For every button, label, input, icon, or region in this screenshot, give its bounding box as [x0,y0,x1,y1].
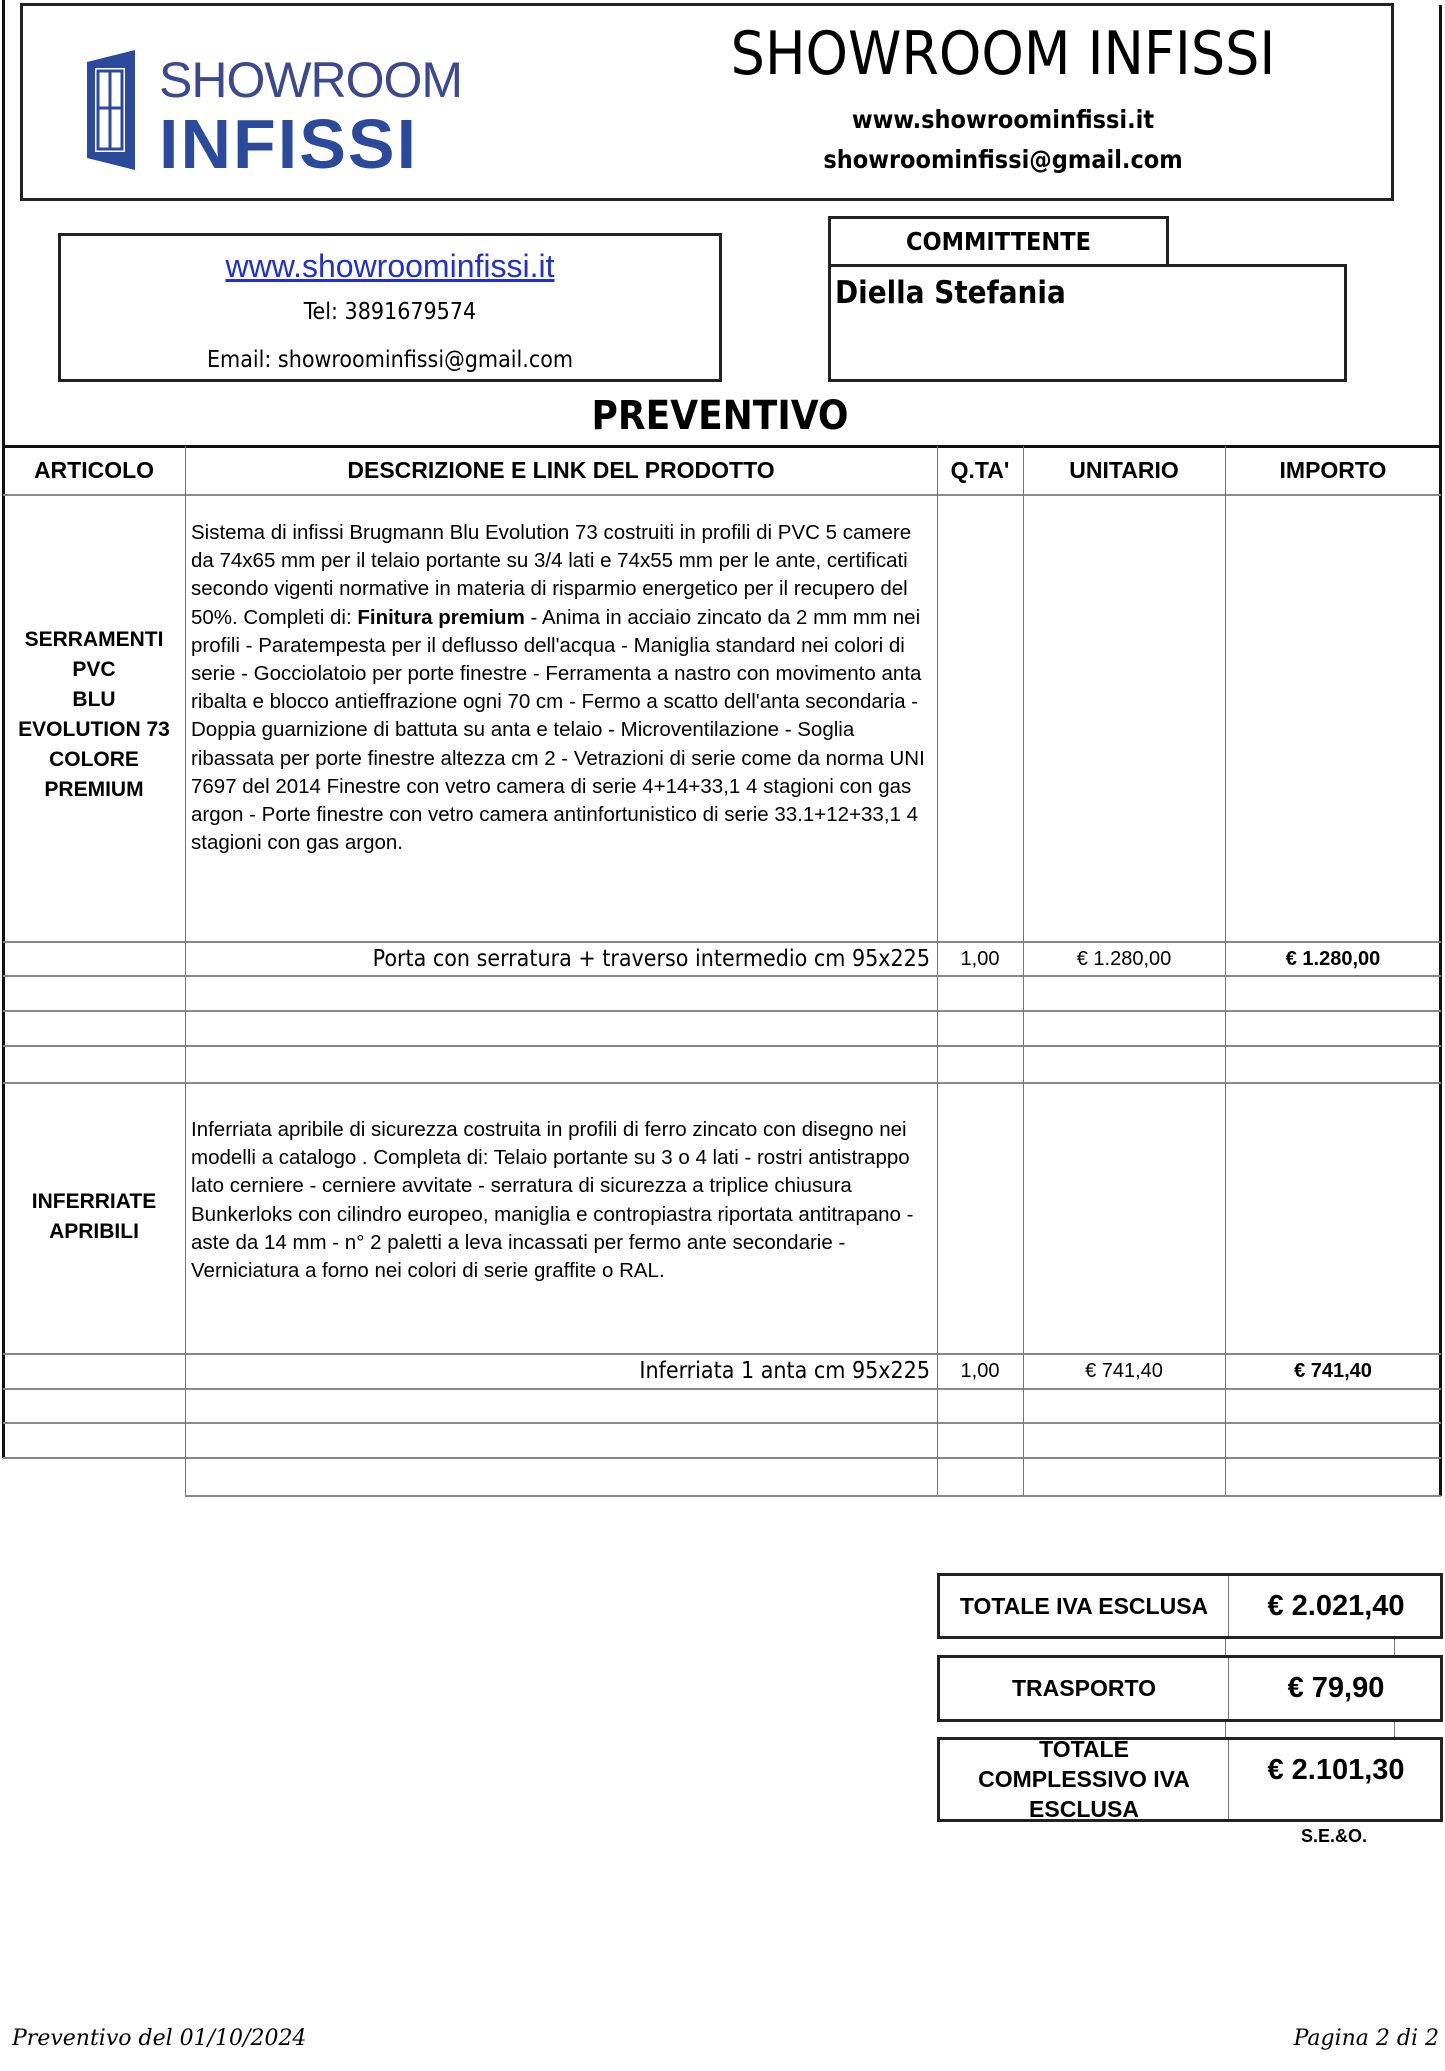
description-text: - Anima in acciaio zincato da 2 mm mm nei profili - Paratempesta per il deflusso dell'acqua - Maniglia standard nei colori di serie - Gocciolatoio per porte finestre - Ferramenta a nastro con movimento anta ribalta e blocco antieffrazione ogni 70 cm - Fermo a scatto dell'anta secondaria - Doppia guarnizione di battuta su anta e telaio - Microventilazione - Soglia ribassata per porte finestre altezza cm 2 - Vetrazioni di serie come da norma UNI 7697 del 2014 Finestre con vetro camera di serie 4+14+33,1 4 stagioni con gas argon - Porte finestre con vetro camera antinfortunistico di serie 33.1+12+33,1 4 stagioni con gas argon. [191,605,925,855]
transport-label: TRASPORTO [1012,1675,1156,1701]
line-qty: 1,00 [960,948,1000,970]
subtotal-label: TOTALE IVA ESCLUSA [959,1593,1209,1619]
footer-page-number: Pagina 2 di 2 [1293,2026,1439,2051]
separator-stub [1394,1722,1395,1737]
grand-total-label [940,1737,1228,1822]
line-description: Porta con serratura + traverso intermedio cm 95x225 [372,946,930,972]
col-header-unitario: UNITARIO [1069,457,1179,483]
company-header [20,3,1394,201]
committente-box [828,264,1347,382]
table-bottom-line [185,1495,1441,1497]
item-description [191,1116,936,1285]
logo-text-showroom: SHOWROOM [159,52,463,108]
line-unit-price: € 1.280,00 [1076,948,1172,970]
transport-box [937,1655,1443,1722]
col-header-articolo: ARTICOLO [33,457,155,483]
header-website[interactable]: www.showroominfissi.it [851,105,1155,134]
company-title: SHOWROOM INFISSI [730,19,1276,89]
description-highlight: Finitura premium [357,605,525,629]
disclaimer: S.E.&O. [1300,1826,1367,1846]
website-link[interactable]: www.showroominfissi.it [225,248,555,284]
footer-date: Preventivo del 01/10/2024 [12,2026,307,2051]
line-unit-price: € 741,40 [1085,1360,1163,1382]
col-header-descrizione: DESCRIZIONE E LINK DEL PRODOTTO [347,457,775,483]
item-articolo [3,625,185,805]
grand-total-label-line: ESCLUSA [1029,1796,1139,1822]
contact-email: Email: showroominfissi@gmail.com [206,347,574,373]
grand-total-label-line: TOTALE [1039,1737,1129,1762]
articolo-line: BLU [72,688,116,711]
col-line [185,446,186,1496]
description-text: Sistema di infissi Brugmann Blu Evolution 73 costruiti in profili di PVC 5 camere da 74x65 mm per il telaio portante su 3/4 lati e 74x55 mm per le ante, certificati secondo vigenti normative in materia di risparmio energetico per il recupero del 50%. Completi di: [191,521,912,629]
page-border-right [1439,5,1442,1496]
articolo-line: INFERRIATE [31,1190,157,1213]
articolo-line: EVOLUTION 73 [18,718,170,741]
col-header-importo: IMPORTO [1279,457,1387,483]
phone-number: Tel: 3891679574 [303,299,477,325]
window-logo-icon [81,50,141,170]
articolo-line: SERRAMENTI [24,628,164,651]
articolo-line: COLORE [49,748,139,771]
grand-total-value: € 2.101,30 [1228,1740,1443,1819]
grand-total-box [937,1737,1443,1822]
logo-text-infissi: INFISSI [159,105,419,183]
company-logo [81,46,493,183]
transport-value: € 79,90 [1228,1658,1443,1719]
document-title: PREVENTIVO [591,393,849,439]
subtotal-value: € 2.021,40 [1228,1576,1443,1636]
line-amount: € 1.280,00 [1285,948,1381,970]
customer-name: Diella Stefania [835,275,1066,311]
item-articolo [3,1187,185,1247]
articolo-line: APRIBILI [49,1220,139,1243]
separator-stub [1394,1639,1395,1655]
item-description [191,519,936,857]
col-header-qta: Q.TA' [950,457,1010,483]
header-email[interactable]: showroominfissi@gmail.com [823,145,1183,174]
articolo-line: PVC [72,658,116,681]
committente-label: COMMITTENTE [828,216,1169,267]
separator-stub [1225,1722,1226,1737]
contact-box [58,233,722,382]
grand-total-label-line: COMPLESSIVO IVA [978,1766,1190,1792]
line-qty: 1,00 [960,1360,1000,1382]
line-amount: € 741,40 [1294,1360,1372,1382]
line-description: Inferriata 1 anta cm 95x225 [639,1358,930,1384]
articolo-line: PREMIUM [44,778,144,801]
separator-stub [1225,1639,1226,1655]
subtotal-box [937,1573,1443,1639]
description-text: Inferriata apribile di sicurezza costruita in profili di ferro zincato con disegno nei modelli a catalogo . Completa di: Telaio portante su 3 o 4 lati - rostri antistrappo lato cerniere - cerniere avvitate - serratura di sicurezza a triplice chiusura Bunkerloks con cilindro europeo, maniglia e contropiastra riportata antitrapano - aste da 14 mm - n° 2 paletti a leva incassati per fermo ante secondarie - Verniciatura a forno nei colori di serie graffite o RAL. [191,1118,914,1283]
